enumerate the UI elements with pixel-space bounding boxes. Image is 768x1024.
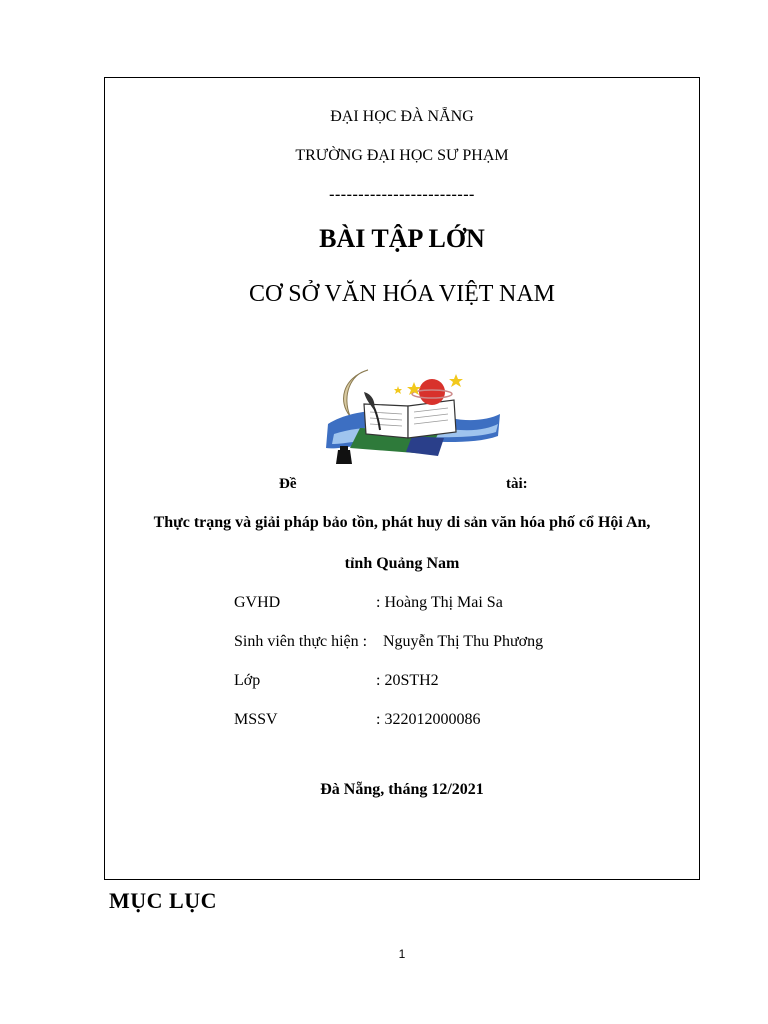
class-label: Lớp	[234, 672, 261, 689]
school-name: TRƯỜNG ĐẠI HỌC SƯ PHẠM	[295, 147, 509, 164]
separator-line: -------------------------	[329, 186, 475, 203]
topic-title-line-2: tỉnh Quảng Nam	[344, 555, 460, 572]
topic-title-line-1: Thực trạng và giải pháp bảo tồn, phát huy di sản văn hóa phố cổ Hội An,	[153, 514, 651, 531]
topic-label-right: tài:	[506, 476, 528, 492]
university-name: ĐẠI HỌC ĐÀ NẴNG	[330, 108, 474, 125]
subject-title: CƠ SỞ VĂN HÓA VIỆT NAM	[248, 281, 556, 307]
class-value: : 20STH2	[376, 672, 439, 689]
student-label: Sinh viên thực hiện :	[234, 633, 368, 650]
page-number: 1	[398, 947, 406, 961]
open-book-clipart-icon	[320, 364, 502, 468]
place-date: Đà Nẵng, tháng 12/2021	[320, 781, 484, 798]
student-id-label: MSSV	[234, 711, 278, 728]
advisor-value: : Hoàng Thị Mai Sa	[376, 594, 503, 611]
document-type: BÀI TẬP LỚN	[319, 224, 485, 253]
table-of-contents-heading: MỤC LỤC	[109, 888, 217, 913]
advisor-label: GVHD	[234, 594, 281, 611]
student-value: Nguyễn Thị Thu Phương	[383, 633, 544, 650]
student-id-value: : 322012000086	[376, 711, 481, 728]
topic-label-left: Đề	[279, 476, 297, 492]
